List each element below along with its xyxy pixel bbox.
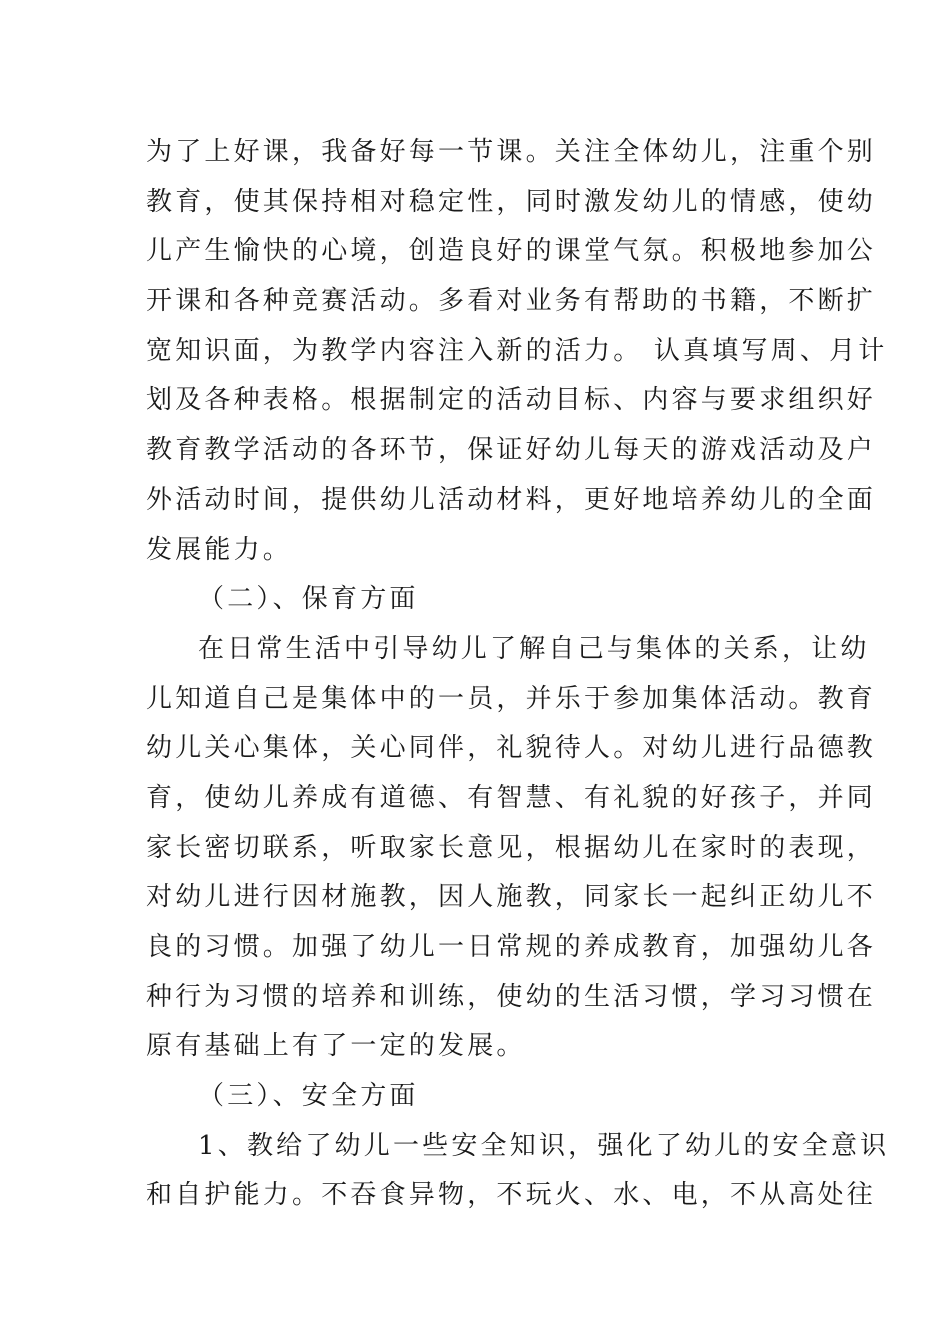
text-line: 开课和各种竞赛活动。多看对业务有帮助的书籍，不断扩 xyxy=(146,286,877,317)
text-line: 儿产生愉快的心境，创造良好的课堂气氛。积极地参加公 xyxy=(146,236,877,267)
text-line: 宽知识面，为教学内容注入新的活力。 认真填写周、月计 xyxy=(146,335,888,366)
text-line: 发展能力。 xyxy=(146,534,293,565)
text-line: 教育教学活动的各环节，保证好幼儿每天的游戏活动及户 xyxy=(146,435,877,466)
text-line: 种行为习惯的培养和训练，使幼的生活习惯，学习习惯在 xyxy=(146,981,877,1012)
text-line: 家长密切联系，听取家长意见，根据幼儿在家时的表现， xyxy=(146,832,877,863)
text-line: 对幼儿进行因材施教，因人施教，同家长一起纠正幼儿不 xyxy=(146,882,877,913)
document-body xyxy=(146,128,890,1221)
paragraph-first-line: 1、教给了幼儿一些安全知识，强化了幼儿的安全意识 xyxy=(198,1130,890,1161)
section-heading: （二）、保育方面 xyxy=(198,584,419,615)
section-heading: （三）、安全方面 xyxy=(198,1081,419,1112)
paragraph-first-line: 在日常生活中引导幼儿了解自己与集体的关系，让幼 xyxy=(198,633,870,664)
text-line: 外活动时间，提供幼儿活动材料，更好地培养幼儿的全面 xyxy=(146,484,877,515)
text-line: 和自护能力。不吞食异物，不玩火、水、电，不从高处往 xyxy=(146,1180,877,1211)
text-line: 为了上好课，我备好每一节课。关注全体幼儿，注重个别 xyxy=(146,137,877,167)
text-line: 儿知道自己是集体中的一员，并乐于参加集体活动。教育 xyxy=(146,683,877,714)
text-line: 良的习惯。加强了幼儿一日常规的养成教育，加强幼儿各 xyxy=(146,932,877,962)
text-line: 教育，使其保持相对稳定性，同时激发幼儿的情感，使幼 xyxy=(146,186,877,217)
text-line: 划及各种表格。根据制定的活动目标、内容与要求组织好 xyxy=(146,385,877,416)
text-line: 幼儿关心集体，关心同伴，礼貌待人。对幼儿进行品德教 xyxy=(146,733,877,764)
text-line: 育，使幼儿养成有道德、有智慧、有礼貌的好孩子，并同 xyxy=(146,782,877,813)
text-line: 原有基础上有了一定的发展。 xyxy=(146,1031,526,1062)
